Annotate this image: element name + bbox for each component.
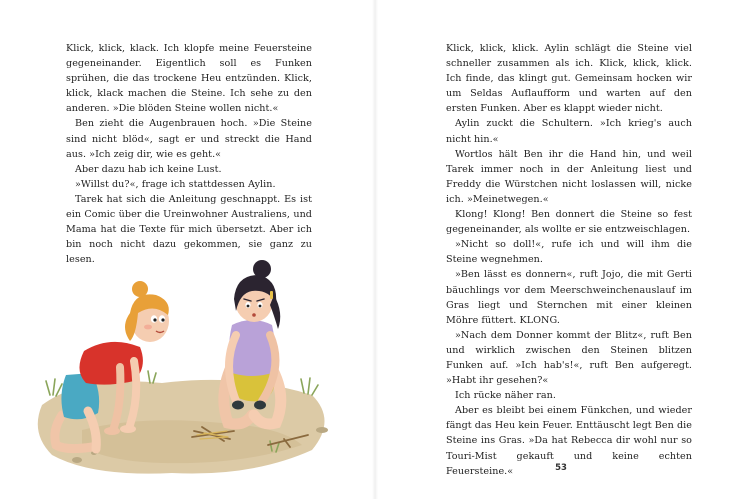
right-page-text: [446, 41, 692, 479]
paragraph: Klong! Klong! Ben donnert die Steine so fest gegeneinander, als wollte er sie entzweischlagen.: [446, 209, 692, 236]
paragraph: Ich rücke näher ran.: [455, 390, 556, 402]
paragraph: Klick, klick, klick. Aylin schlägt die Steine viel schneller zusammen als ich. Klick, klick, klick. Ich finde, das klingt gut. Gemeinsam hocken wir um Seldas Auflaufform und warten auf den ersten Funken. Aber es klappt wieder nicht.: [446, 43, 692, 115]
paragraph: Ben zieht die Augenbrauen hoch. »Die Steine sind nicht blöd«, sagt er und streckt die Hand aus. »Ich zeig dir, wie es geht.«: [66, 118, 312, 160]
paragraph: Aylin zuckt die Schultern. »Ich krieg's auch nicht hin.«: [446, 118, 692, 145]
paragraph: Aber es bleibt bei einem Fünkchen, und wieder fängt das Heu kein Feuer. Enttäuscht legt Ben die Steine ins Gras. »Da hat Rebecca dir wohl nur so Touri-Mist gekauft und keine echten Feuersteine.«: [446, 405, 692, 477]
paragraph: »Nach dem Donner kommt der Blitz«, ruft Ben und wirklich zwischen den Steinen blitzen Funken auf. »Ich hab's!«, ruft Ben aufgeregt. »Habt ihr gesehen?«: [446, 329, 692, 387]
paragraph: »Willst du?«, frage ich stattdessen Aylin.: [75, 178, 276, 190]
two-girls-making-fire-icon: [22, 255, 342, 485]
paragraph: Wortlos hält Ben ihr die Hand hin, und weil Tarek immer noch in der Anleitung liest und Freddy die Würstchen nicht loslassen will, nicke ich. »Meinetwegen.«: [446, 148, 692, 205]
left-page-text: [66, 41, 312, 267]
page-number: 53: [555, 463, 567, 473]
paragraph: »Ben lässt es donnern«, ruft Jojo, die mit Gerti bäuchlings vor dem Meerschweinchenauslauf im Gras liegt und Sternchen mit einer kleinen Möhre füttert. KLONG.: [446, 269, 692, 326]
paragraph: »Nicht so doll!«, rufe ich und will ihm die Steine wegnehmen.: [446, 239, 692, 266]
paragraph: Tarek hat sich die Anleitung geschnappt. Es ist ein Comic über die Ureinwohner Australiens, und Mama hat die Texte für mich übersetzt. Aber ich bin noch nicht dazu gekommen, sie ganz zu lesen.: [66, 193, 312, 266]
paragraph: Klick, klick, klack. Ich klopfe meine Feuersteine gegeneinander. Eigentlich soll es Funken sprühen, die das trockene Heu entzünden. Klick, klick, klack machen die Steine. Ich sehe zu den anderen. »Die blöden Steine wollen nicht.«: [66, 43, 312, 115]
paragraph: Aber dazu hab ich keine Lust.: [75, 163, 222, 175]
